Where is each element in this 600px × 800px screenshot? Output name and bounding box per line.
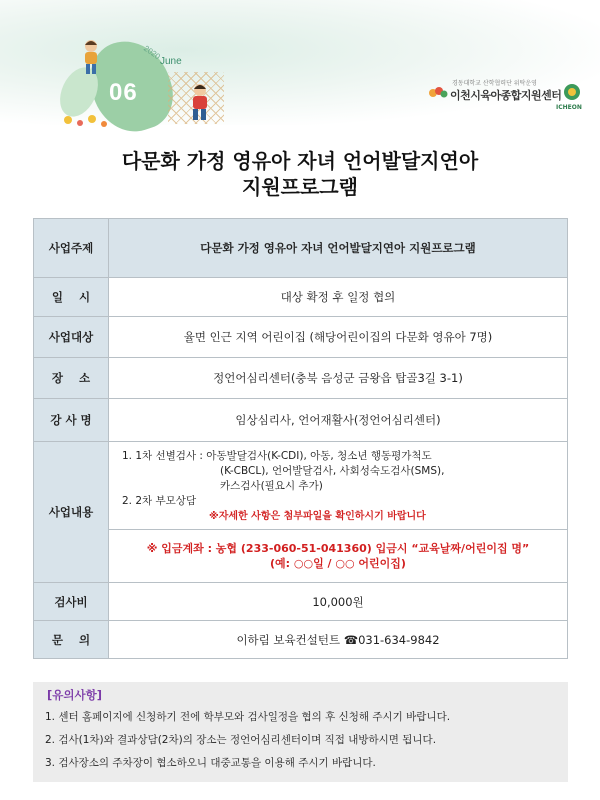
content-line-4: 2. 2차 부모상담 [122, 495, 197, 507]
notice-title: [유의사항] [47, 688, 102, 702]
table-row [34, 219, 568, 278]
title-line-2: 지원프로그램 [242, 175, 358, 199]
payment-account: ※ 입금계좌 : 농협 (233-060-51-041360) 입금시 “교육날짜/어린이집 명” [146, 542, 530, 555]
row-value-instructor: 임상심리사, 언어재활사(정언어심리센터) [109, 399, 568, 442]
row-value-content [109, 442, 568, 530]
row-value-topic: 다문화 가정 영유아 자녀 언어발달지연아 지원프로그램 [109, 219, 568, 278]
page-title [0, 148, 600, 200]
header-banner [0, 0, 600, 135]
row-label-fee: 검사비 [34, 583, 109, 621]
table-row [34, 278, 568, 317]
row-value-place: 정언어심리센터(충북 음성군 금왕읍 탑골3길 3-1) [109, 358, 568, 399]
table-row [34, 583, 568, 621]
month-name: June [160, 56, 182, 67]
center-logo [428, 78, 588, 118]
row-label-target: 사업대상 [34, 317, 109, 358]
table-row [34, 358, 568, 399]
table-row [34, 530, 568, 583]
logo-subtext: 경동대학교 산학협력단 위탁운영 [452, 80, 537, 87]
row-label-instructor: 강 사 명 [34, 399, 109, 442]
row-label-content: 사업내용 [34, 442, 109, 583]
notice-item-3: 3. 검사장소의 주차장이 협소하오니 대중교통을 이용해 주시기 바랍니다. [45, 757, 376, 769]
row-value-schedule: 대상 확정 후 일정 협의 [109, 278, 568, 317]
logo-mark-icon [428, 84, 448, 100]
content-line-2: (K-CBCL), 언어발달검사, 사회성숙도검사(SMS), [220, 465, 445, 477]
row-value-fee: 10,000원 [109, 583, 568, 621]
row-label-place: 장 소 [34, 358, 109, 399]
logo-name: 이천시육아종합지원센터 [450, 89, 562, 102]
content-line-3: 카스검사(필요시 추가) [220, 480, 323, 492]
row-value-contact: 이하림 보육컨설턴트 ☎031-634-9842 [109, 621, 568, 659]
attachment-note: ※자세한 사항은 첨부파일을 확인하시기 바랍니다 [209, 511, 426, 522]
child-illustration-left [78, 38, 104, 78]
payment-example: (예: ○○일 / ○○ 어린이집) [270, 557, 406, 570]
year-label: 2020 [142, 43, 162, 62]
logo-city: ICHEON [556, 104, 582, 111]
title-line-1: 다문화 가정 영유아 자녀 언어발달지연아 [121, 149, 479, 173]
table-row [34, 317, 568, 358]
month-number: 06 [109, 79, 138, 106]
table-row [34, 442, 568, 530]
flowers-illustration [60, 110, 120, 130]
notice-item-1: 1. 센터 홈페이지에 신청하기 전에 학부모와 검사일정을 협의 후 신청해 주시기 바랍니다. [45, 711, 451, 723]
content-line-1: 1. 1차 선별검사 : 아동발달검사(K-CDI), 아동, 청소년 행동평가척도 [122, 450, 432, 462]
table-row [34, 399, 568, 442]
payment-info [109, 530, 568, 583]
row-label-contact: 문 의 [34, 621, 109, 659]
child-illustration-right [180, 82, 214, 124]
row-label-topic: 사업주제 [34, 219, 109, 278]
program-info-table [33, 218, 568, 659]
table-row [34, 621, 568, 659]
notice-item-2: 2. 검사(1차)와 결과상담(2차)의 장소는 정언어심리센터이며 직접 내방하시면 됩니다. [45, 734, 437, 746]
row-value-target: 율면 인근 지역 어린이집 (해당어린이집의 다문화 영유아 7명) [109, 317, 568, 358]
row-label-schedule: 일 시 [34, 278, 109, 317]
notice-box [33, 682, 568, 782]
